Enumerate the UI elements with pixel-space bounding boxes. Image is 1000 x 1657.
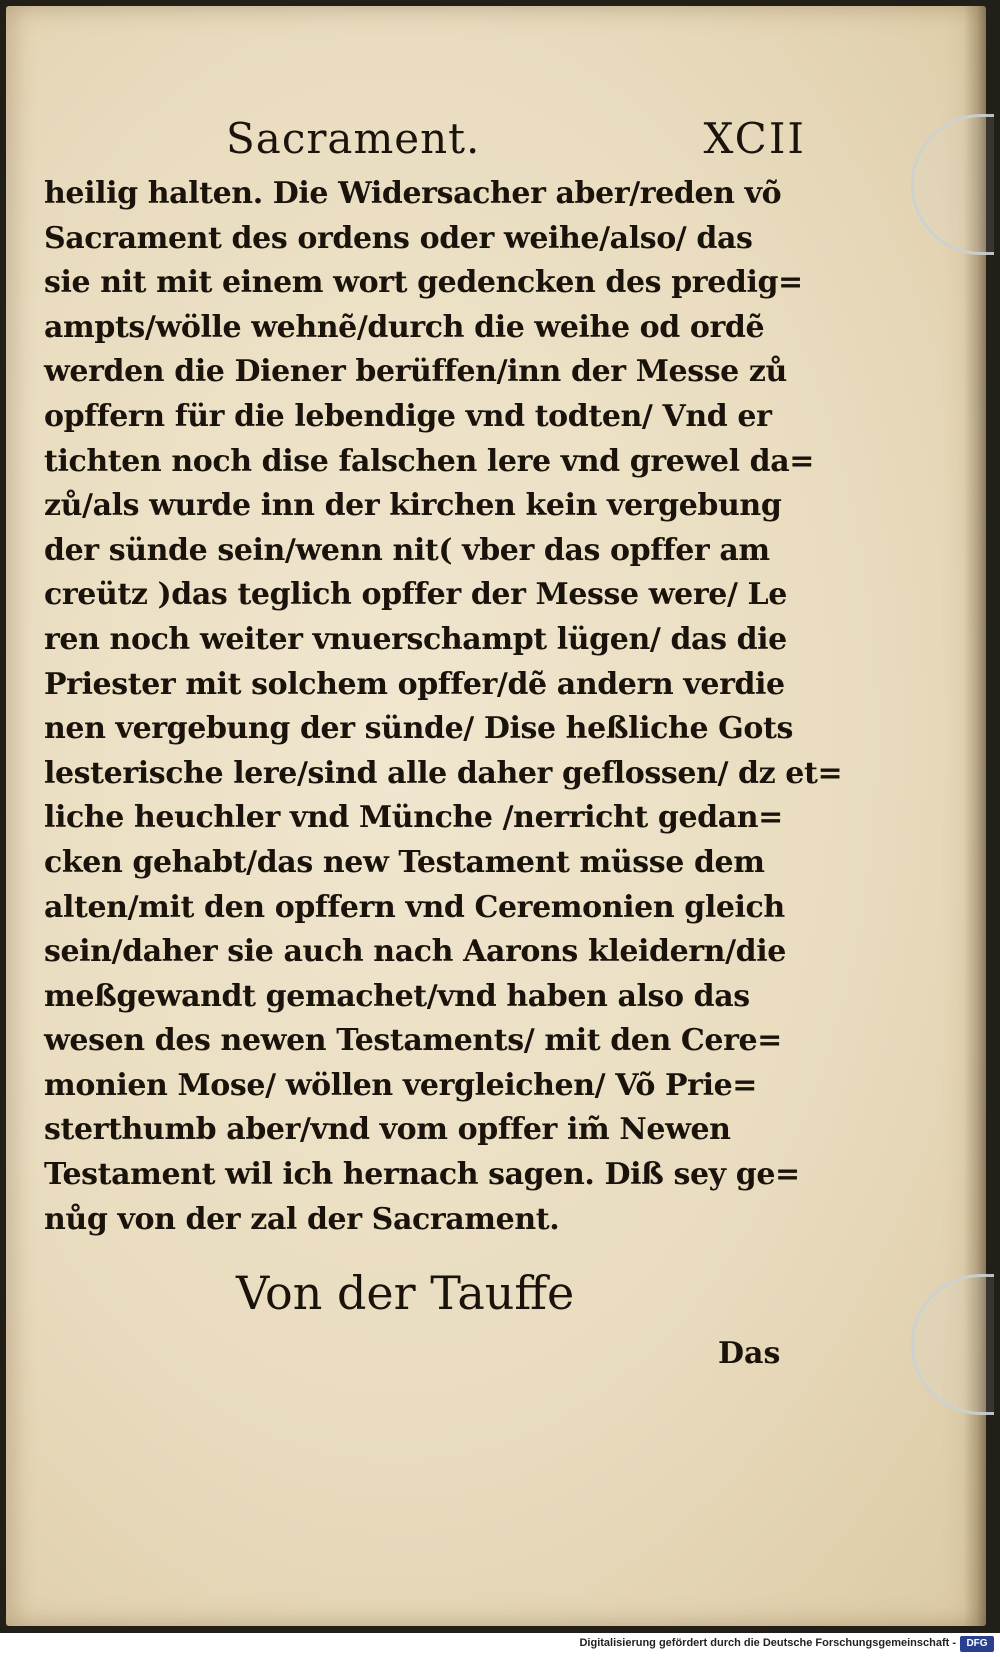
text-line: ampts/wölle wehnẽ/durch die weihe od ordẽ [44,309,765,345]
text-line: sie nit mit einem wort gedencken des predig= [44,265,803,301]
text-line: heilig halten. Die Widersacher aber/reden võ [44,176,782,211]
text-line: meßgewandt gemachet/vnd haben also das [44,978,750,1014]
page-header [226,114,806,174]
text-line: werden die Diener berüffen/inn der Messe zů [44,354,787,390]
text-line: sein/daher sie auch nach Aarons kleidern/die [44,934,786,970]
text-line: Priester mit solchem opffer/dẽ andern verdie [44,666,785,702]
dfg-logo-text: DFG [966,1638,988,1649]
funding-credit: Digitalisierung gefördert durch die Deutsche Forschungsgemeinschaft - [579,1637,956,1649]
running-head: Sacrament. [226,114,481,163]
page-clip-bottom-icon [911,1274,994,1415]
text-line: monien Mose/ wöllen vergleichen/ Võ Prie= [44,1067,757,1103]
text-line: opffern für die lebendige vnd todten/ Vnd er [44,398,772,434]
text-line: der sünde sein/wenn nit( vber das opffer am [44,532,770,568]
text-line: lesterische lere/sind alle daher geflossen/ dz et= [44,755,843,791]
text-line: zů/als wurde inn der kirchen kein vergebung [44,488,782,524]
text-line: Sacrament des ordens oder weihe/also/ das [44,220,753,256]
page-clip-top-icon [911,114,994,255]
text-line: Testament wil ich hernach sagen. Diß sey ge= [44,1157,800,1193]
text-line: cken gehabt/das new Testament müsse dem [44,844,765,880]
text-line: nen vergebung der sünde/ Dise heßliche Gots [44,711,793,747]
folio-number: XCII [703,114,806,163]
text-line: ren noch weiter vnuerschampt lügen/ das die [44,621,787,657]
body-text [44,172,843,1242]
catchword: Das [718,1336,781,1371]
text-line: wesen des newen Testaments/ mit den Cere= [44,1023,782,1059]
text-line: liche heuchler vnd Münche /nerricht gedan= [44,800,783,836]
footer-bar [0,1633,1000,1657]
dfg-logo-icon [960,1636,994,1652]
text-line: tichten noch dise falschen lere vnd grewel da= [44,443,814,479]
text-line: nůg von der zal der Sacrament. [44,1201,560,1237]
section-heading: Von der Tauffe [236,1266,575,1320]
text-line: alten/mit den opffern vnd Ceremonien gleich [44,889,785,925]
text-line: creütz )das teglich opffer der Messe were/ Le [44,577,787,613]
book-page [6,6,986,1626]
text-line: sterthumb aber/vnd vom opffer im̃ Newen [44,1112,731,1148]
